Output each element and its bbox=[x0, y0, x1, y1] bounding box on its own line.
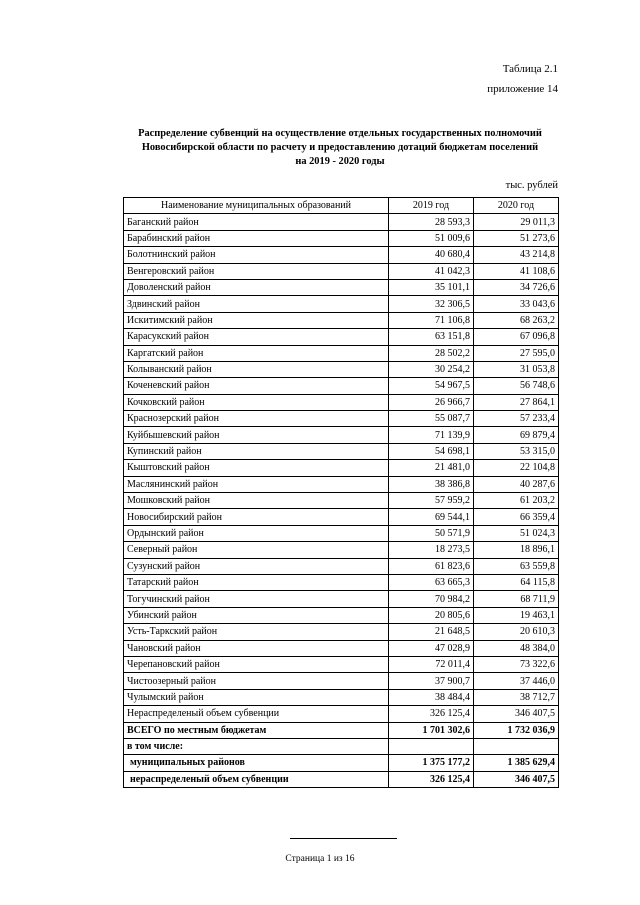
municipality-name: Чановский район bbox=[124, 640, 389, 656]
value-2019: 32 306,5 bbox=[389, 296, 474, 312]
value-2019: 51 009,6 bbox=[389, 230, 474, 246]
title-line: Новосибирской области по расчету и предоставлению дотаций бюджетам поселений bbox=[141, 142, 539, 153]
value-2020: 33 043,6 bbox=[474, 296, 559, 312]
value-2020: 34 726,6 bbox=[474, 279, 559, 295]
table-row bbox=[124, 361, 559, 377]
value-2019: 1 375 177,2 bbox=[389, 755, 474, 771]
value-2019: 326 125,4 bbox=[389, 706, 474, 722]
value-2019: 40 680,4 bbox=[389, 247, 474, 263]
table-number: Таблица 2.1 bbox=[502, 63, 558, 75]
value-2020: 67 096,8 bbox=[474, 329, 559, 345]
municipality-name: Искитимский район bbox=[124, 312, 389, 328]
value-2019: 30 254,2 bbox=[389, 361, 474, 377]
value-2019: 69 544,1 bbox=[389, 509, 474, 525]
table-row bbox=[124, 230, 559, 246]
value-2020: 68 263,2 bbox=[474, 312, 559, 328]
table-row bbox=[124, 296, 559, 312]
municipality-name: Болотнинский район bbox=[124, 247, 389, 263]
table-row bbox=[124, 345, 559, 361]
table-row bbox=[124, 558, 559, 574]
value-2020: 43 214,8 bbox=[474, 247, 559, 263]
table-row bbox=[124, 247, 559, 263]
value-2020: 20 610,3 bbox=[474, 624, 559, 640]
table-row bbox=[124, 411, 559, 427]
value-2020: 51 024,3 bbox=[474, 525, 559, 541]
value-2020: 48 384,0 bbox=[474, 640, 559, 656]
value-2020: 1 732 036,9 bbox=[474, 722, 559, 738]
municipality-name: Здвинский район bbox=[124, 296, 389, 312]
value-2019: 63 665,3 bbox=[389, 574, 474, 590]
value-2020: 18 896,1 bbox=[474, 542, 559, 558]
units-label: тыс. рублей bbox=[505, 180, 558, 191]
column-header-2020: 2020 год bbox=[474, 198, 559, 214]
municipality-name: Чулымский район bbox=[124, 689, 389, 705]
value-2020: 56 748,6 bbox=[474, 378, 559, 394]
title-line: на 2019 - 2020 годы bbox=[295, 156, 385, 167]
table-row bbox=[124, 214, 559, 230]
table-row bbox=[124, 378, 559, 394]
value-2019: 47 028,9 bbox=[389, 640, 474, 656]
table-row bbox=[124, 460, 559, 476]
table-row bbox=[124, 525, 559, 541]
value-2020: 41 108,6 bbox=[474, 263, 559, 279]
municipality-name: Новосибирский район bbox=[124, 509, 389, 525]
table-row bbox=[124, 656, 559, 672]
value-2019: 28 502,2 bbox=[389, 345, 474, 361]
municipality-name: Маслянинский район bbox=[124, 476, 389, 492]
value-2019: 54 698,1 bbox=[389, 443, 474, 459]
municipality-name: Кыштовский район bbox=[124, 460, 389, 476]
value-2019: 57 959,2 bbox=[389, 493, 474, 509]
value-2020: 69 879,4 bbox=[474, 427, 559, 443]
including-row bbox=[124, 738, 559, 754]
municipality-name: Коченевский район bbox=[124, 378, 389, 394]
page-number: Страница 1 из 16 bbox=[285, 854, 355, 864]
title-line: Распределение субвенций на осуществление отдельных государственных полномочий bbox=[138, 128, 542, 139]
value-2019: 1 701 302,6 bbox=[389, 722, 474, 738]
municipality-name: муниципальных районов bbox=[124, 755, 389, 771]
value-2020: 31 053,8 bbox=[474, 361, 559, 377]
value-2020: 22 104,8 bbox=[474, 460, 559, 476]
value-2019: 70 984,2 bbox=[389, 591, 474, 607]
value-2020: 66 359,4 bbox=[474, 509, 559, 525]
municipality-name: Сузунский район bbox=[124, 558, 389, 574]
value-2020: 51 273,6 bbox=[474, 230, 559, 246]
value-2019: 21 481,0 bbox=[389, 460, 474, 476]
table-row bbox=[124, 394, 559, 410]
column-header-2019: 2019 год bbox=[389, 198, 474, 214]
value-2019: 41 042,3 bbox=[389, 263, 474, 279]
appendix-label: приложение 14 bbox=[487, 83, 558, 95]
municipality-name: Кочковский район bbox=[124, 394, 389, 410]
value-2019: 54 967,5 bbox=[389, 378, 474, 394]
table-row bbox=[124, 689, 559, 705]
table-row bbox=[124, 509, 559, 525]
value-2019: 50 571,9 bbox=[389, 525, 474, 541]
subtotal-row bbox=[124, 771, 559, 787]
table-row bbox=[124, 624, 559, 640]
value-2019: 55 087,7 bbox=[389, 411, 474, 427]
subventions-table bbox=[123, 197, 559, 788]
value-2019: 326 125,4 bbox=[389, 771, 474, 787]
table-row bbox=[124, 591, 559, 607]
municipality-name: нераспределеный объем субвенции bbox=[124, 771, 389, 787]
table-row bbox=[124, 329, 559, 345]
value-2019: 20 805,6 bbox=[389, 607, 474, 623]
municipality-name: Ордынский район bbox=[124, 525, 389, 541]
municipality-name: Каргатский район bbox=[124, 345, 389, 361]
value-2019: 21 648,5 bbox=[389, 624, 474, 640]
value-2019: 37 900,7 bbox=[389, 673, 474, 689]
row-label: в том числе: bbox=[124, 738, 389, 754]
value-2020: 1 385 629,4 bbox=[474, 755, 559, 771]
value-2019: 28 593,3 bbox=[389, 214, 474, 230]
empty-cell bbox=[474, 738, 559, 754]
municipality-name: Убинский район bbox=[124, 607, 389, 623]
municipality-name: Купинский район bbox=[124, 443, 389, 459]
municipality-name: Баганский район bbox=[124, 214, 389, 230]
municipality-name: Венгеровский район bbox=[124, 263, 389, 279]
municipality-name: Колыванский район bbox=[124, 361, 389, 377]
municipality-name: Краснозерский район bbox=[124, 411, 389, 427]
value-2020: 27 595,0 bbox=[474, 345, 559, 361]
value-2019: 71 139,9 bbox=[389, 427, 474, 443]
footer-divider bbox=[290, 838, 397, 839]
value-2020: 64 115,8 bbox=[474, 574, 559, 590]
value-2020: 19 463,1 bbox=[474, 607, 559, 623]
table-row bbox=[124, 607, 559, 623]
municipality-name: Куйбышевский район bbox=[124, 427, 389, 443]
value-2019: 63 151,8 bbox=[389, 329, 474, 345]
value-2020: 38 712,7 bbox=[474, 689, 559, 705]
municipality-name: Усть-Таркский район bbox=[124, 624, 389, 640]
table-row bbox=[124, 476, 559, 492]
value-2020: 29 011,3 bbox=[474, 214, 559, 230]
value-2020: 61 203,2 bbox=[474, 493, 559, 509]
document-title bbox=[120, 127, 560, 169]
municipality-name: Карасукский район bbox=[124, 329, 389, 345]
municipality-name: Чистоозерный район bbox=[124, 673, 389, 689]
value-2020: 68 711,9 bbox=[474, 591, 559, 607]
table-row bbox=[124, 263, 559, 279]
value-2019: 38 484,4 bbox=[389, 689, 474, 705]
table-row bbox=[124, 574, 559, 590]
table-row bbox=[124, 493, 559, 509]
table-row bbox=[124, 706, 559, 722]
table-row bbox=[124, 673, 559, 689]
table-row bbox=[124, 542, 559, 558]
value-2020: 63 559,8 bbox=[474, 558, 559, 574]
table-row bbox=[124, 443, 559, 459]
table-row bbox=[124, 279, 559, 295]
column-header-name: Наименование муниципальных образований bbox=[124, 198, 389, 214]
municipality-name: Тогучинский район bbox=[124, 591, 389, 607]
municipality-name: Доволенский район bbox=[124, 279, 389, 295]
value-2020: 53 315,0 bbox=[474, 443, 559, 459]
value-2019: 61 823,6 bbox=[389, 558, 474, 574]
value-2020: 346 407,5 bbox=[474, 771, 559, 787]
total-row bbox=[124, 722, 559, 738]
value-2019: 35 101,1 bbox=[389, 279, 474, 295]
municipality-name: Нераспределеный объем субвенции bbox=[124, 706, 389, 722]
value-2020: 37 446,0 bbox=[474, 673, 559, 689]
value-2020: 73 322,6 bbox=[474, 656, 559, 672]
municipality-name: Черепановский район bbox=[124, 656, 389, 672]
municipality-name: ВСЕГО по местным бюджетам bbox=[124, 722, 389, 738]
table-row bbox=[124, 427, 559, 443]
subtotal-row bbox=[124, 755, 559, 771]
empty-cell bbox=[389, 738, 474, 754]
value-2019: 71 106,8 bbox=[389, 312, 474, 328]
value-2019: 72 011,4 bbox=[389, 656, 474, 672]
municipality-name: Барабинский район bbox=[124, 230, 389, 246]
table-row bbox=[124, 312, 559, 328]
municipality-name: Мошковский район bbox=[124, 493, 389, 509]
value-2020: 57 233,4 bbox=[474, 411, 559, 427]
municipality-name: Татарский район bbox=[124, 574, 389, 590]
value-2019: 26 966,7 bbox=[389, 394, 474, 410]
value-2019: 18 273,5 bbox=[389, 542, 474, 558]
table-header-row bbox=[124, 198, 559, 214]
municipality-name: Северный район bbox=[124, 542, 389, 558]
table-row bbox=[124, 640, 559, 656]
value-2019: 38 386,8 bbox=[389, 476, 474, 492]
value-2020: 27 864,1 bbox=[474, 394, 559, 410]
value-2020: 40 287,6 bbox=[474, 476, 559, 492]
value-2020: 346 407,5 bbox=[474, 706, 559, 722]
table-body bbox=[124, 214, 559, 788]
